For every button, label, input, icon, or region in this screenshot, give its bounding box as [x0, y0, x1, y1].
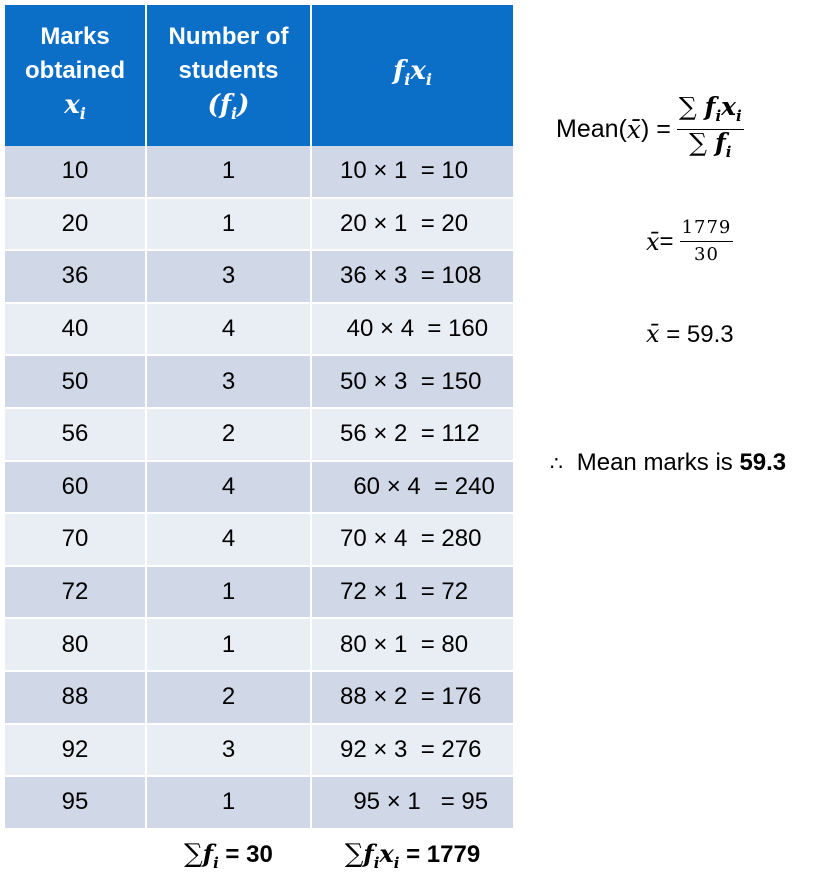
mean-numerator: ∑ $f_ix_i$ [677, 94, 744, 130]
table-header-row [5, 5, 513, 146]
table-row [5, 199, 513, 252]
product-cell: 72 × 1 = 72 [312, 567, 513, 620]
product-cell: 40 × 4 = 160 [312, 304, 513, 357]
mean-substitution [646, 215, 733, 268]
students-cell: 4 [147, 462, 312, 515]
step2-equals: = [659, 227, 674, 255]
total-sum-fx: $\sum f_ix_i = 1779$ [312, 830, 513, 881]
total-empty-cell [5, 830, 147, 881]
product-cell: 95 × 1 = 95 [312, 777, 513, 830]
product-cell: 36 × 3 = 108 [312, 251, 513, 304]
product-cell: 20 × 1 = 20 [312, 199, 513, 252]
table-row [5, 672, 513, 725]
table-total-row [5, 830, 513, 881]
students-cell: 3 [147, 725, 312, 778]
header-marks-obtained [5, 5, 147, 146]
marks-cell: 70 [5, 514, 147, 567]
students-cell: 3 [147, 356, 312, 409]
table-row [5, 146, 513, 199]
product-cell: 70 × 4 = 280 [312, 514, 513, 567]
substitution-denominator: 30 [694, 244, 719, 265]
marks-cell: 92 [5, 725, 147, 778]
students-cell: 3 [147, 251, 312, 304]
marks-cell: 88 [5, 672, 147, 725]
students-cell: 4 [147, 514, 312, 567]
product-cell: 92 × 3 = 276 [312, 725, 513, 778]
marks-cell: 56 [5, 409, 147, 462]
students-cell: 1 [147, 619, 312, 672]
students-cell: 1 [147, 567, 312, 620]
table-row [5, 409, 513, 462]
table-row [5, 725, 513, 778]
mean-formula [556, 94, 744, 165]
mean-fraction [677, 94, 744, 165]
header-marks-symbol: $x_i$ [64, 90, 86, 123]
product-cell: 50 × 3 = 150 [312, 356, 513, 409]
marks-cell: 50 [5, 356, 147, 409]
header-number-of-students [147, 5, 312, 146]
header-marks-line2: obtained [25, 57, 125, 85]
students-cell: 4 [147, 304, 312, 357]
xbar-symbol: x̄ [626, 115, 641, 144]
table-row [5, 251, 513, 304]
product-cell: 80 × 1 = 80 [312, 619, 513, 672]
table-row [5, 777, 513, 830]
mean-label: Mean( [556, 115, 627, 143]
marks-cell: 72 [5, 567, 147, 620]
table-row [5, 462, 513, 515]
frequency-table [5, 5, 513, 880]
product-cell: 88 × 2 = 176 [312, 672, 513, 725]
conclusion-text: Mean marks is [576, 449, 740, 476]
students-cell: 1 [147, 146, 312, 199]
marks-cell: 20 [5, 199, 147, 252]
table-row [5, 356, 513, 409]
marks-cell: 80 [5, 619, 147, 672]
header-students-line2: students [178, 57, 279, 85]
xbar-symbol-step2: x̄ [646, 227, 660, 256]
product-cell: 10 × 1 = 10 [312, 146, 513, 199]
calculation-panel [540, 0, 826, 885]
conclusion [550, 449, 786, 477]
students-cell: 2 [147, 409, 312, 462]
product-cell: 56 × 2 = 112 [312, 409, 513, 462]
total-sum-f: $\sum f_i = 30$ [147, 830, 312, 881]
conclusion-value: 59.3 [739, 449, 787, 476]
substitution-numerator: 1779 [680, 215, 734, 242]
table-row [5, 514, 513, 567]
students-cell: 2 [147, 672, 312, 725]
header-students-line1: Number of [168, 23, 289, 51]
header-fixi: $f_ix_i$ [312, 5, 513, 146]
mean-denominator: ∑ $f_i$ [689, 128, 732, 161]
xbar-symbol-step3: x̄ [646, 320, 660, 348]
header-marks-line1: Marks [40, 23, 110, 51]
students-cell: 1 [147, 777, 312, 830]
substitution-fraction [680, 215, 734, 268]
students-cell: 1 [147, 199, 312, 252]
mean-result [646, 320, 734, 349]
marks-cell: 95 [5, 777, 147, 830]
marks-cell: 36 [5, 251, 147, 304]
table-row [5, 567, 513, 620]
table-row [5, 619, 513, 672]
header-students-symbol: $(f_i)$ [207, 90, 250, 123]
marks-cell: 40 [5, 304, 147, 357]
mean-close: ) = [640, 115, 671, 143]
marks-cell: 10 [5, 146, 147, 199]
frequency-table-container [5, 5, 513, 880]
marks-cell: 60 [5, 462, 147, 515]
product-cell: 60 × 4 = 240 [312, 462, 513, 515]
mean-result-value: = 59.3 [659, 321, 734, 348]
table-row [5, 304, 513, 357]
therefore-symbol: ∴ [550, 451, 563, 475]
